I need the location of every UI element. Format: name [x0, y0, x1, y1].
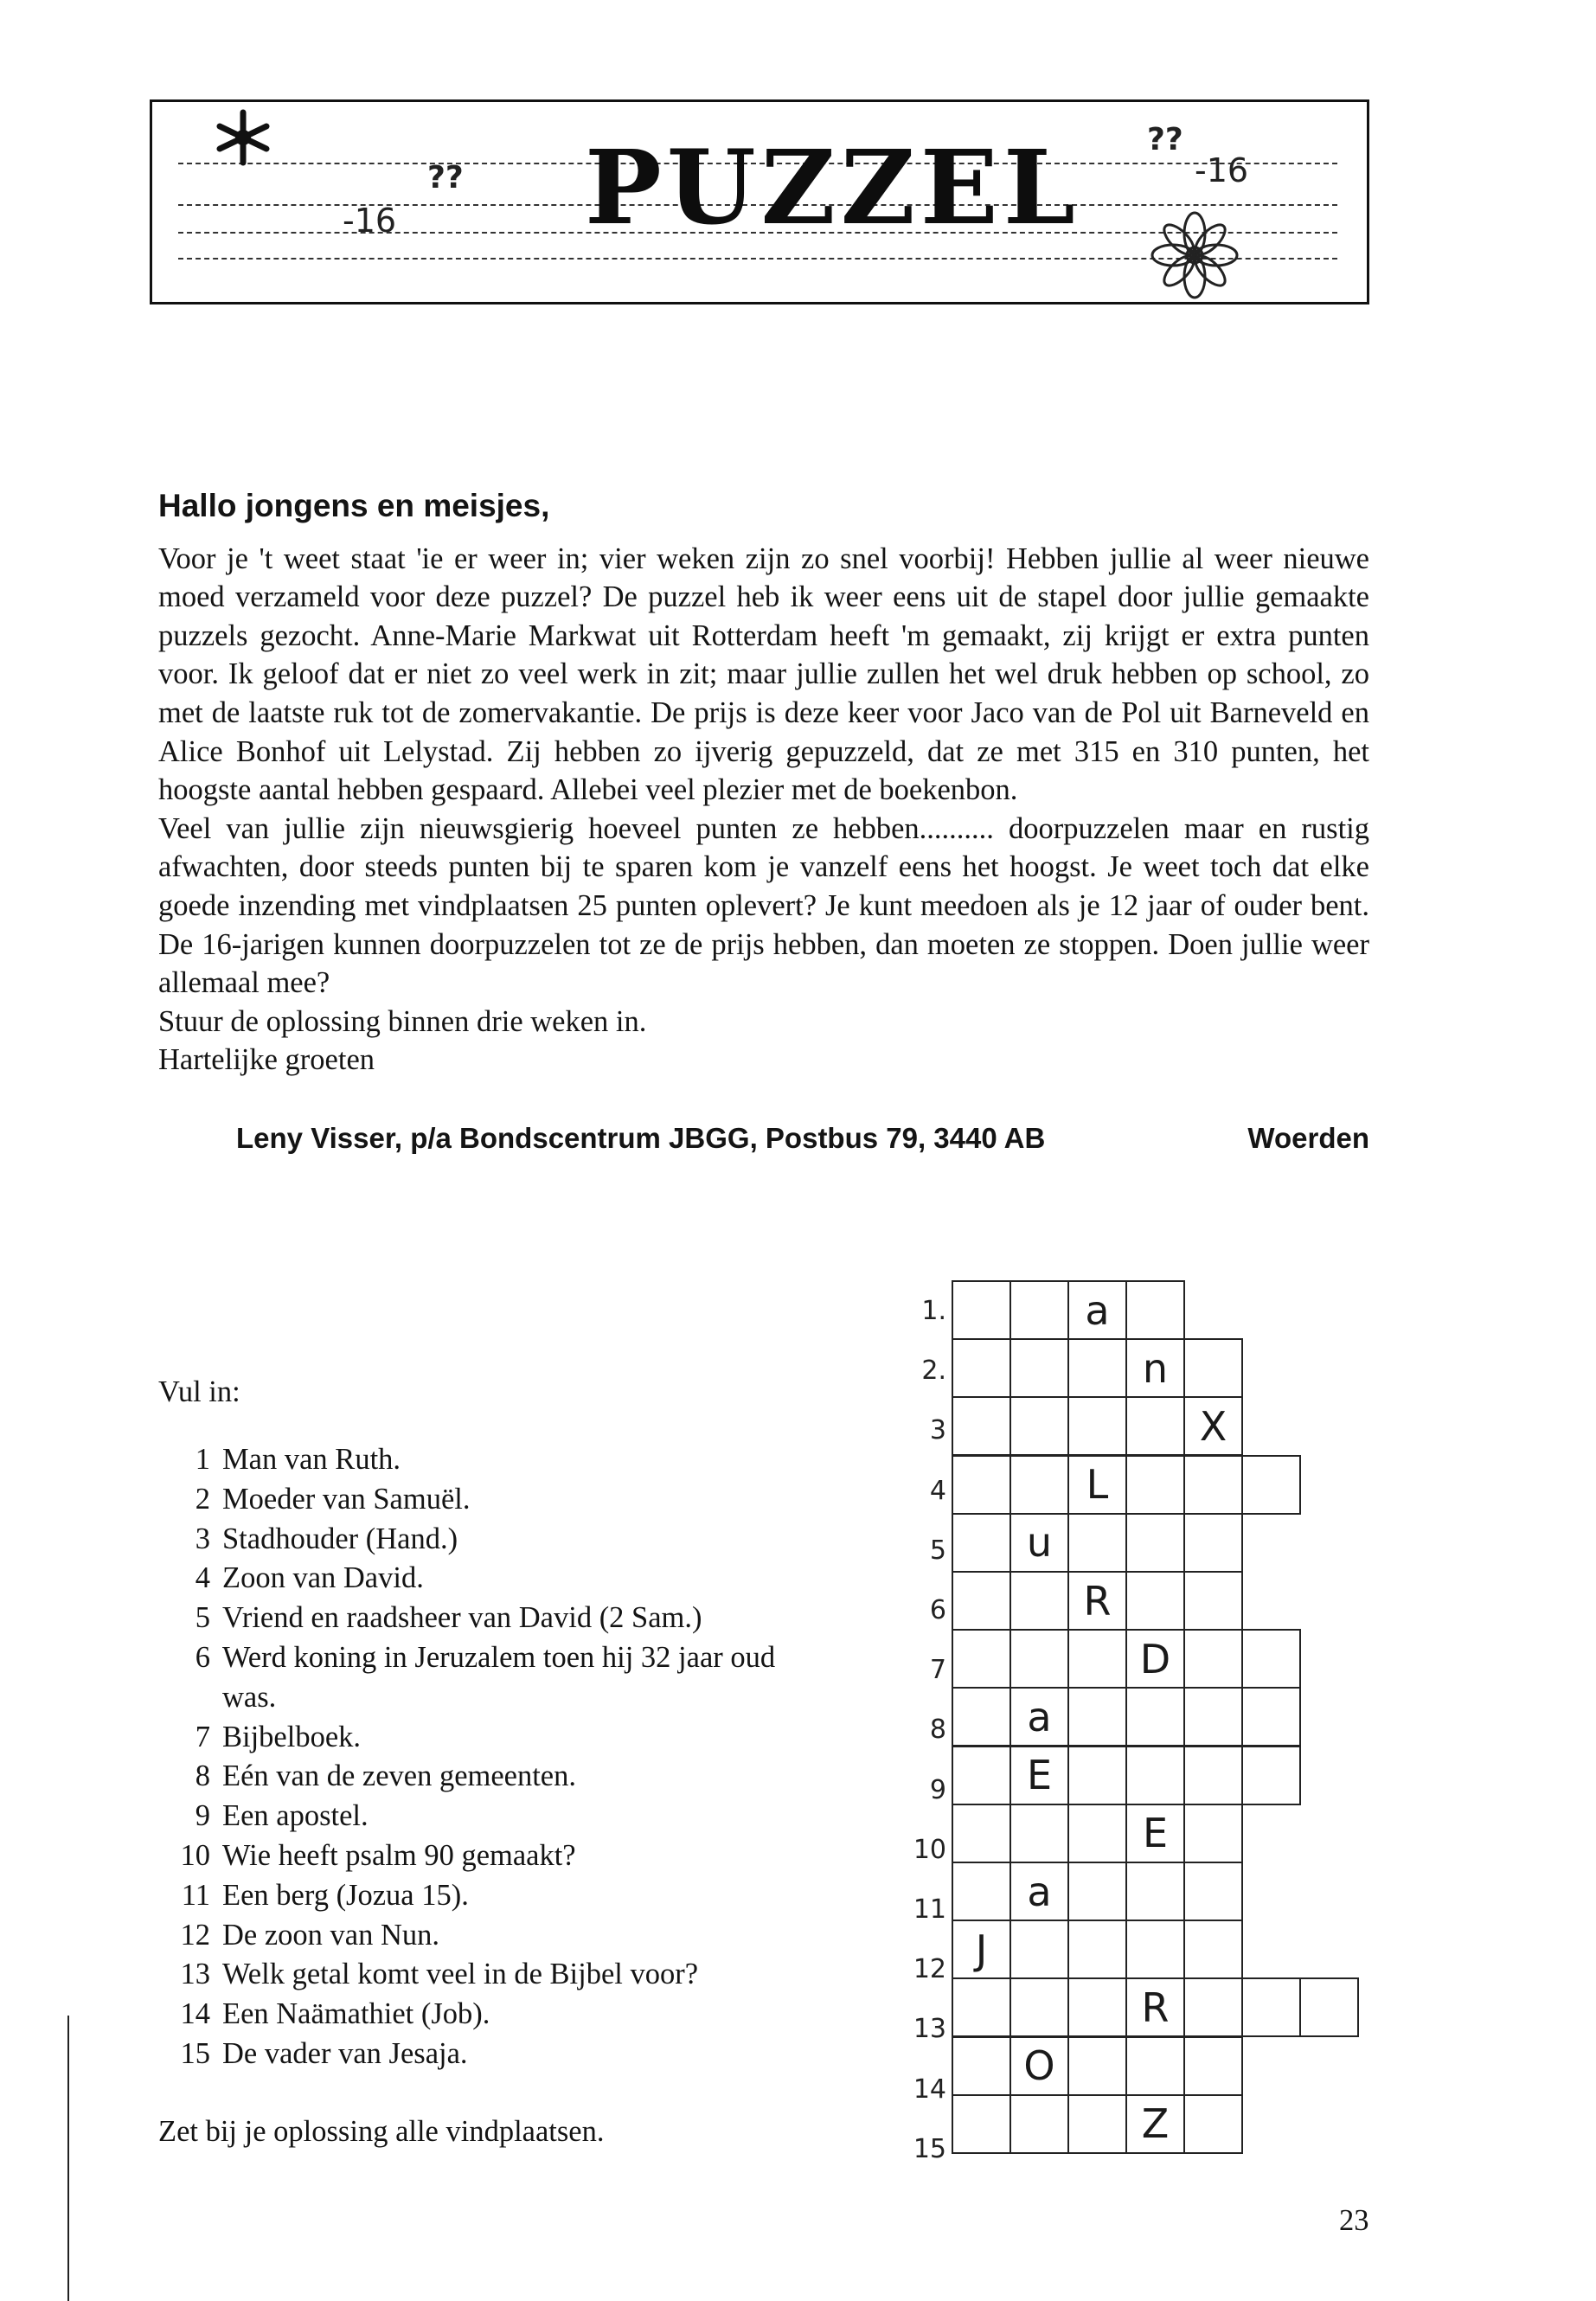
crossword-cell[interactable]: [952, 1455, 1011, 1515]
clue-number: 14: [180, 1997, 210, 2031]
crossword-cell[interactable]: [1125, 1280, 1185, 1340]
crossword-cell[interactable]: a: [1010, 1687, 1069, 1747]
clue-text: Welk getal komt veel in de Bijbel voor?: [222, 1958, 699, 1991]
crossword-cell[interactable]: a: [1067, 1280, 1127, 1340]
clue-text: Man van Ruth.: [222, 1443, 401, 1476]
crossword-row-number: 11: [913, 1894, 946, 1925]
crossword-row-number: 9: [929, 1774, 946, 1805]
crossword-row-number: 3: [929, 1415, 946, 1446]
crossword-cell[interactable]: n: [1125, 1338, 1185, 1398]
crossword-cell[interactable]: [952, 1746, 1011, 1805]
crossword-cell[interactable]: [952, 1804, 1011, 1863]
clue-item: [158, 1955, 833, 1995]
crossword-cell[interactable]: E: [1010, 1746, 1069, 1805]
crossword-cell[interactable]: [1010, 1977, 1069, 2037]
crossword-row-number: 12: [913, 1954, 946, 1985]
crossword-cell[interactable]: [1067, 2036, 1127, 2096]
clue-number: 1: [195, 1443, 210, 1476]
clue-item: [158, 1638, 833, 1718]
crossword-cell[interactable]: [952, 1862, 1011, 1921]
crossword-cell[interactable]: [1067, 2094, 1127, 2154]
crossword-row-number: 10: [913, 1834, 946, 1865]
question-right: ??: [1147, 122, 1183, 157]
intro-paragraph-4: Hartelijke groeten: [158, 1043, 375, 1077]
clue-text: Zoon van David.: [222, 1561, 424, 1595]
page-title: PUZZEL: [585, 127, 1080, 247]
crossword-cell[interactable]: X: [1183, 1396, 1243, 1456]
crossword-cell[interactable]: [1241, 1687, 1301, 1747]
greeting: Hallo jongens en meisjes,: [158, 488, 550, 523]
clue-number: 3: [195, 1522, 210, 1555]
clue-text: Werd koning in Jeruzalem toen hij 32 jaar oud was.: [222, 1640, 776, 1714]
clue-item: [158, 1797, 833, 1836]
crossword-cell[interactable]: [1125, 1920, 1185, 1979]
clue-item: [158, 1995, 833, 2035]
crossword-cell[interactable]: [1183, 2036, 1243, 2096]
crossword-cell[interactable]: [1299, 1977, 1359, 2037]
crossword-cell[interactable]: a: [1010, 1862, 1069, 1921]
clue-text: Bijbelboek.: [222, 1720, 362, 1753]
clue-text: Wie heeft psalm 90 gemaakt?: [222, 1838, 576, 1872]
crossword-cell[interactable]: [1183, 1977, 1243, 2037]
intro-paragraph-2: Veel van jullie zijn nieuwsgierig hoeveel punten ze hebben.......... doorpuzzelen maar en rustig afwachten, door steeds punten bij te sparen kom je vanzelf eens het hoogst. Je weet toch dat elke goede inzending met vindplaatsen 25 punten oplevert? Je kunt meedoen als je 12 jaar of ouder bent. De 16-jarigen kunnen doorpuzzelen tot ze de prijs hebben, dan moeten ze stoppen. Doen jullie weer allemaal mee?: [158, 811, 1369, 1000]
clue-text: Eén van de zeven gemeenten.: [222, 1759, 576, 1793]
crossword-cell[interactable]: [1241, 1977, 1301, 2037]
crossword-cell[interactable]: [1010, 1338, 1069, 1398]
clue-item: [158, 1757, 833, 1797]
clue-item: [158, 1520, 833, 1560]
crossword-cell[interactable]: [1010, 1629, 1069, 1689]
clue-text: Een berg (Jozua 15).: [222, 1878, 469, 1912]
clue-item: [158, 1559, 833, 1599]
crossword-cell[interactable]: [952, 1629, 1011, 1689]
crossword-cell[interactable]: D: [1125, 1629, 1185, 1689]
crossword-cell[interactable]: [952, 1338, 1011, 1398]
crossword-row-number: 6: [929, 1595, 946, 1625]
crossword-cell[interactable]: [1010, 1804, 1069, 1863]
margin-rule: [67, 2016, 69, 2301]
crossword-cell[interactable]: [1125, 1513, 1185, 1573]
footer-note: Zet bij je oplossing alle vindplaatsen.: [158, 2115, 605, 2148]
crossword-row-number: 7: [929, 1655, 946, 1686]
crossword-cell[interactable]: [952, 1396, 1011, 1456]
intro-section: [158, 489, 1369, 1080]
clue-text: Een apostel.: [222, 1799, 369, 1833]
crossword-cell[interactable]: R: [1125, 1977, 1185, 2037]
crossword-cell[interactable]: [1125, 2036, 1185, 2096]
crossword-row-number: 4: [929, 1475, 946, 1506]
flower-icon: [1147, 208, 1242, 307]
crossword-cell[interactable]: [1010, 1280, 1069, 1340]
clue-number: 12: [180, 1918, 210, 1952]
crossword-cell[interactable]: R: [1067, 1571, 1127, 1631]
intro-paragraph-3: Stuur de oplossing binnen drie weken in.: [158, 1004, 647, 1038]
clue-number: 4: [195, 1561, 210, 1595]
crossword-cell[interactable]: [1125, 1862, 1185, 1921]
crossword-row-number: 2.: [921, 1356, 946, 1387]
clue-text: Een Naämathiet (Job).: [222, 1997, 490, 2031]
page-number: 23: [1339, 2204, 1369, 2237]
crossword-cell[interactable]: [952, 1513, 1011, 1573]
signature-name: Leny Visser, p/a Bondscentrum JBGG, Postbus 79, 3440 AB: [236, 1122, 1046, 1154]
clue-number: 9: [195, 1799, 210, 1833]
clue-item: [158, 1599, 833, 1638]
crossword-row-number: 13: [913, 2014, 946, 2045]
clues-heading: Vul in:: [158, 1375, 240, 1408]
crossword-row-number: 14: [913, 2073, 946, 2105]
clue-item: [158, 1876, 833, 1916]
clue-item: [158, 1480, 833, 1520]
question-left: ??: [427, 160, 464, 195]
crossword-row-number: 8: [929, 1715, 946, 1746]
crossword-cell[interactable]: [952, 2094, 1011, 2154]
crossword-cell[interactable]: [952, 1280, 1011, 1340]
crossword-cell[interactable]: [1067, 1338, 1127, 1398]
header-banner: [150, 99, 1369, 304]
crossword-row-number: 1.: [921, 1296, 946, 1326]
clue-number: 10: [180, 1838, 210, 1872]
clue-number: 15: [180, 2036, 210, 2070]
intro-body: [158, 540, 1369, 1080]
crossword-cell[interactable]: [1125, 1571, 1185, 1631]
crossword-cell[interactable]: [1183, 1571, 1243, 1631]
clue-number: 7: [195, 1720, 210, 1753]
clue-text: Stadhouder (Hand.): [222, 1522, 458, 1555]
crossword-cell[interactable]: [1183, 1746, 1243, 1805]
clue-item: [158, 1836, 833, 1876]
crossword-row-number: 15: [913, 2133, 946, 2164]
clue-number: 11: [181, 1878, 210, 1912]
crossword-cell[interactable]: O: [1010, 2036, 1069, 2096]
crossword-row-number: 5: [929, 1535, 946, 1566]
crossword-cell[interactable]: [1125, 1396, 1185, 1456]
crossword-cell[interactable]: Z: [1125, 2094, 1185, 2154]
crossword-cell[interactable]: [1241, 1455, 1301, 1515]
clue-text: De vader van Jesaja.: [222, 2036, 468, 2070]
crossword-cell[interactable]: [952, 1687, 1011, 1747]
clue-list: [158, 1440, 833, 2074]
crossword-cell[interactable]: [1183, 1513, 1243, 1573]
signature-city: Woerden: [1247, 1122, 1369, 1154]
crossword-cell[interactable]: [1010, 1571, 1069, 1631]
crossword-cell[interactable]: [1241, 1746, 1301, 1805]
crossword-cell[interactable]: [1183, 1862, 1243, 1921]
crossword-cell[interactable]: [1067, 1687, 1127, 1747]
crossword-cell[interactable]: [1183, 1804, 1243, 1863]
crossword-cell[interactable]: [1010, 1920, 1069, 1979]
crossword-cell[interactable]: [1241, 1629, 1301, 1689]
crossword-cell[interactable]: [952, 1571, 1011, 1631]
crossword-cell[interactable]: u: [1010, 1513, 1069, 1573]
age-left: -16: [343, 202, 397, 240]
signature: [236, 1121, 1369, 1156]
crossword-cell[interactable]: [1010, 2094, 1069, 2154]
crossword-cell[interactable]: [1183, 2094, 1243, 2154]
intro-paragraph-1: Voor je 't weet staat 'ie er weer in; vier weken zijn zo snel voorbij! Hebben jullie al weer nieuwe moed verzameld voor deze puzzel? De puzzel heb ik weer eens uit de stapel door jullie gemaakte puzzels gezocht. Anne-Marie Markwat uit Rotterdam heeft 'm gemaakt, zij krijgt er extra punten voor. Ik geloof dat er niet zo veel werk in zit; maar jullie zullen het wel druk hebben op school, zo met de laatste ruk tot de zomervakantie. De prijs is deze keer voor Jaco van de Pol uit Barneveld en Alice Bonhof uit Lelystad. Zij hebben zo ijverig gepuzzeld, dat ze met 315 en 310 punten, het hoogste aantal hebben gespaard. Allebei veel plezier met de boekenbon.: [158, 542, 1369, 807]
clue-text: De zoon van Nun.: [222, 1918, 440, 1952]
crossword-cell[interactable]: J: [952, 1920, 1011, 1979]
age-right: -16: [1195, 151, 1249, 189]
crossword-cell[interactable]: [1183, 1338, 1243, 1398]
clue-number: 5: [195, 1601, 210, 1635]
crossword-cell[interactable]: [1183, 1629, 1243, 1689]
crossword-cell[interactable]: [1125, 1746, 1185, 1805]
crossword-cell[interactable]: [1125, 1687, 1185, 1747]
clue-number: 6: [195, 1640, 210, 1674]
crossword-cell[interactable]: [1067, 1977, 1127, 2037]
clue-item: [158, 2035, 833, 2074]
crossword-cell[interactable]: [952, 2036, 1011, 2096]
crossword-cell[interactable]: E: [1125, 1804, 1185, 1863]
crossword-cell[interactable]: [1183, 1687, 1243, 1747]
clue-text: Moeder van Samuël.: [222, 1482, 471, 1516]
clue-number: 8: [195, 1759, 210, 1793]
crossword-cell[interactable]: [1067, 1920, 1127, 1979]
star-icon: [213, 107, 273, 172]
crossword-cell[interactable]: [1067, 1629, 1127, 1689]
crossword-cell[interactable]: [1183, 1455, 1243, 1515]
crossword-cell[interactable]: [1183, 1920, 1243, 1979]
crossword-cell[interactable]: [952, 1977, 1011, 2037]
clue-item: [158, 1916, 833, 1956]
clue-item: [158, 1440, 833, 1480]
crossword-cell[interactable]: [1067, 1396, 1127, 1456]
crossword-cell[interactable]: [1010, 1455, 1069, 1515]
crossword-cell[interactable]: [1125, 1455, 1185, 1515]
clue-text: Vriend en raadsheer van David (2 Sam.): [222, 1601, 702, 1635]
crossword-cell[interactable]: [1067, 1862, 1127, 1921]
clue-number: 2: [195, 1482, 210, 1516]
crossword-cell[interactable]: L: [1067, 1455, 1127, 1515]
clue-item: [158, 1718, 833, 1758]
crossword-cell[interactable]: [1010, 1396, 1069, 1456]
crossword-cell[interactable]: [1067, 1746, 1127, 1805]
crossword-cell[interactable]: [1067, 1513, 1127, 1573]
clue-number: 13: [180, 1958, 210, 1991]
crossword-cell[interactable]: [1067, 1804, 1127, 1863]
